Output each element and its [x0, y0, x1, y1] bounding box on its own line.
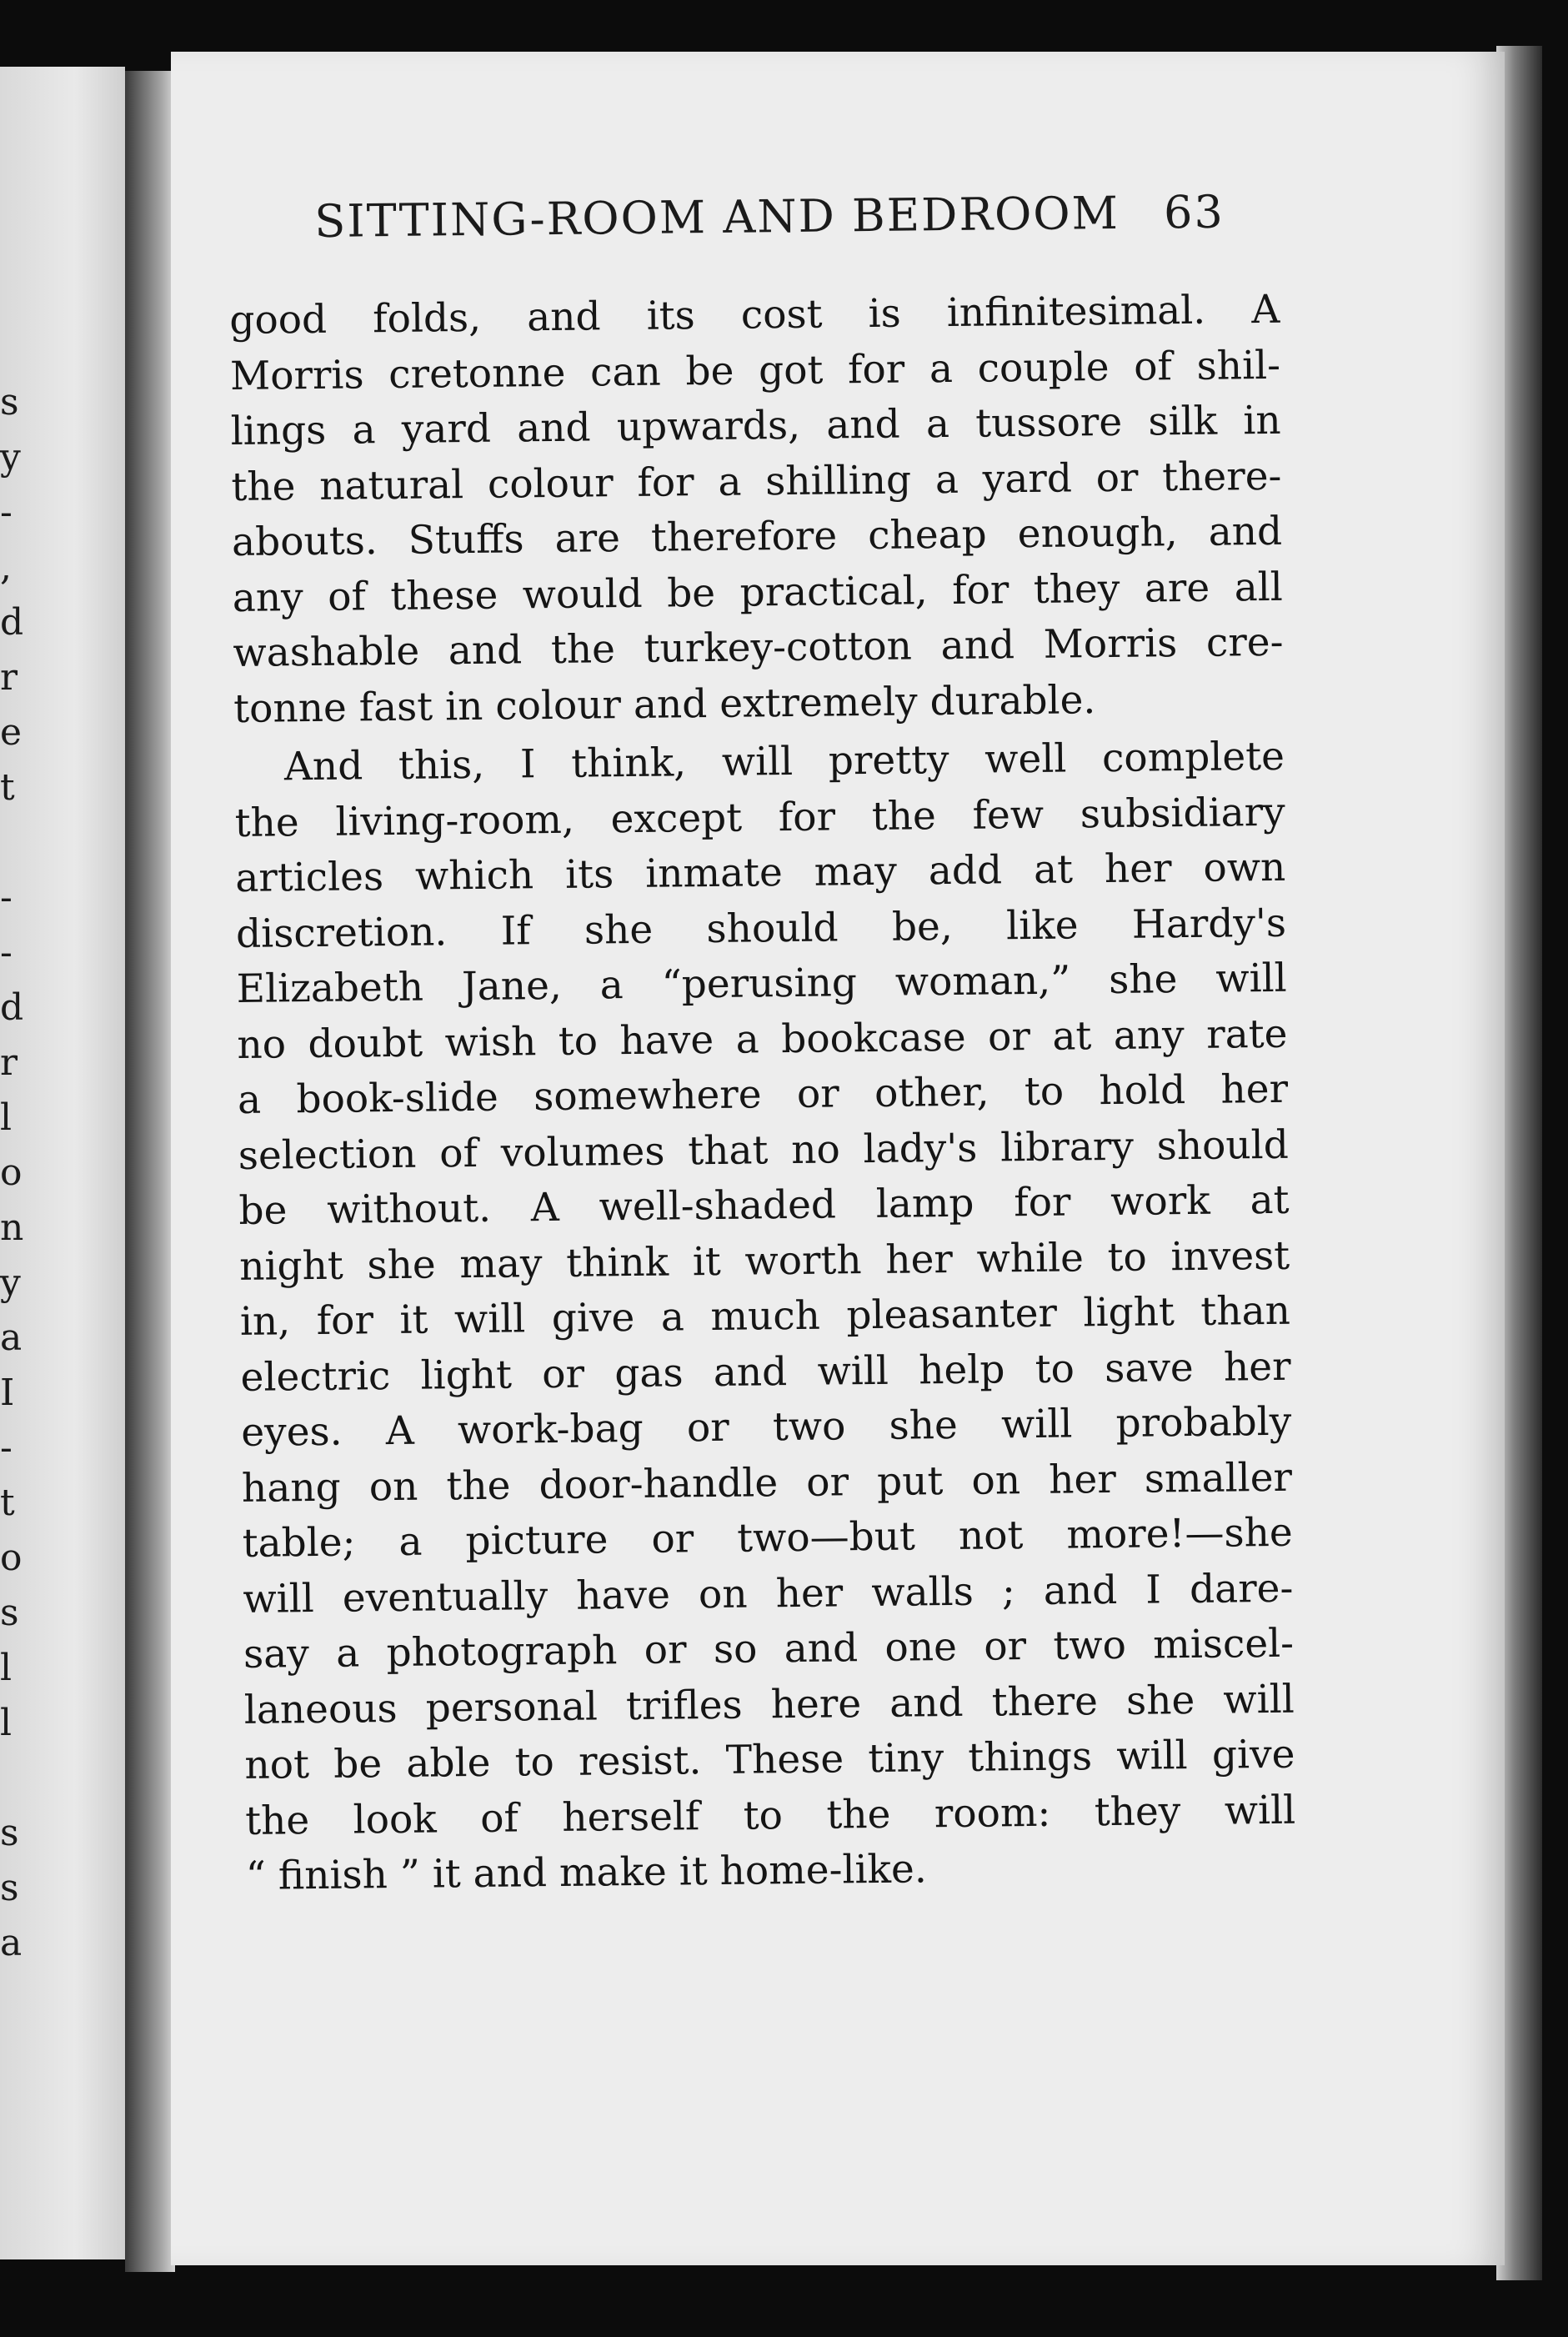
facing-page-char: r: [0, 1041, 18, 1084]
facing-page-char: s: [0, 1867, 19, 1909]
text-line: hang on the door-handle or put on her smaller: [241, 1454, 1293, 1512]
facing-page-char: l: [0, 1702, 13, 1744]
facing-page-char: o: [0, 1151, 23, 1194]
text-line: Morris cretonne can be got for a couple of shil-: [229, 342, 1281, 399]
text-line: not be able to resist. These tiny things will give: [244, 1731, 1295, 1788]
text-line: lings a yard and upwards, and a tussore silk in: [230, 397, 1281, 454]
facing-page-char: I: [0, 1372, 15, 1414]
book-page: [171, 52, 1505, 2265]
text-line: be without. A well-shaded lamp for work at: [238, 1176, 1290, 1234]
facing-page-char: s: [0, 1592, 19, 1634]
text-line: eyes. A work-bag or two she will probably: [241, 1398, 1292, 1456]
facing-page-char: -: [0, 876, 13, 919]
text-line: night she may think it worth her while to invest: [238, 1232, 1290, 1290]
text-line: washable and the turkey-cotton and Morris cre-: [233, 619, 1284, 676]
facing-page-char: y: [0, 1261, 21, 1304]
facing-page-char: ,: [0, 546, 12, 589]
facing-page-char: n: [0, 1206, 24, 1249]
facing-page-char: y: [0, 436, 21, 479]
text-line: table; a picture or two—but not more!—she: [242, 1509, 1293, 1567]
text-line: And this, I think, will pretty well complete: [283, 733, 1285, 790]
facing-page-char: d: [0, 601, 24, 644]
facing-page-char: t: [0, 766, 15, 809]
facing-page-char: l: [0, 1647, 13, 1689]
text-line: no doubt wish to have a bookcase or at any rate: [237, 1011, 1288, 1068]
facing-page-char: s: [0, 381, 19, 424]
text-line: the natural colour for a shilling a yard or there-: [231, 453, 1282, 510]
text-line: say a photograph or so and one or two miscel-: [243, 1620, 1295, 1678]
text-line: Elizabeth Jane, a “perusing woman,” she will: [236, 955, 1287, 1012]
facing-page-char: l: [0, 1096, 13, 1139]
facing-page-char: [0, 815, 20, 870]
text-line: discretion. If she should be, like Hardy's: [235, 900, 1287, 957]
text-line: the living-room, except for the few subsidiary: [234, 789, 1285, 846]
facing-page-char: [0, 1751, 20, 1806]
paragraph-2: [234, 730, 1297, 1905]
facing-page-left: [0, 67, 125, 2259]
text-line: good folds, and its cost is infinitesimal. A: [229, 286, 1280, 344]
text-line: articles which its inmate may add at her own: [235, 844, 1286, 901]
paragraph-1: [229, 283, 1285, 737]
facing-page-char: s: [0, 1812, 19, 1854]
body-text: [229, 283, 1296, 1905]
facing-page-char: e: [0, 711, 23, 754]
book-gutter: [125, 71, 175, 2272]
text-line: a book-slide somewhere or other, to hold her: [237, 1066, 1289, 1123]
text-line: tonne fast in colour and extremely durable.: [233, 676, 1096, 732]
facing-page-char: -: [0, 491, 13, 534]
text-line: the look of herself to the room: they will: [244, 1787, 1296, 1844]
text-line: in, for it will give a much pleasanter light than: [239, 1287, 1291, 1345]
facing-page-char: -: [0, 931, 13, 974]
running-head-title: SITTING-ROOM AND BEDROOM: [314, 186, 1120, 248]
text-line: abouts. Stuffs are therefore cheap enough, and: [231, 508, 1283, 565]
text-line: will eventually have on her walls ; and I dare-: [243, 1565, 1294, 1622]
running-head: [314, 183, 1399, 248]
facing-page-char: o: [0, 1537, 23, 1579]
facing-page-char: -: [0, 1427, 13, 1469]
text-line: selection of volumes that no lady's library should: [238, 1121, 1290, 1179]
page-number: 63: [1163, 185, 1225, 239]
facing-page-char: r: [0, 656, 18, 699]
facing-page-char: a: [0, 1922, 23, 1964]
text-line: laneous personal trifles here and there she will: [243, 1676, 1295, 1733]
text-line: electric light or gas and will help to save her: [240, 1343, 1291, 1401]
facing-page-char: a: [0, 1316, 23, 1359]
facing-page-edge-text: [0, 375, 24, 1971]
text-line: “ finish ” it and make it home-like.: [245, 1846, 928, 1899]
facing-page-char: d: [0, 986, 24, 1029]
facing-page-char: t: [0, 1482, 15, 1524]
text-line: any of these would be practical, for they are all: [232, 564, 1284, 621]
